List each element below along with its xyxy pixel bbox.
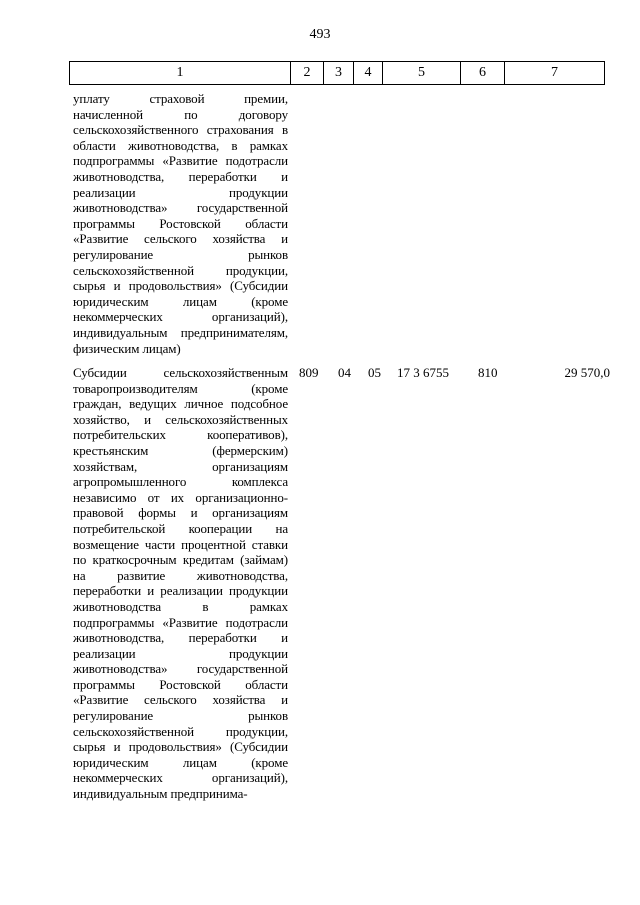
page-number: 493 bbox=[309, 27, 331, 42]
row-col-4: 05 bbox=[368, 365, 381, 380]
header-col-3: 3 bbox=[324, 62, 354, 85]
header-col-2: 2 bbox=[291, 62, 324, 85]
row-description: Субсидии сельскохозяйственным товаропроизводителям (кроме граждан, ведущих личное подсобное хозяйство, и сельскохозяйственных потребительских кооперативов), крестьянским (фермерским) хозяйствам, организациям агропромышленного комплекса независимо от их организационно-правовой формы и организациям потребительской кооперации на возмещение части процентной ставки по краткосрочным кредитам (займам) на развитие животноводства, переработки и реализации продукции животноводства в рамках подпрограммы «Развитие подотрасли животноводства, переработки и реализации продукции животноводства» государственной программы Ростовской области «Развитие сельского хозяйства и регулирование рынков сельскохозяйственной продукции, сырья и продовольствия» (Субсидии юридическим лицам (кроме некоммерческих организаций), индивидуальным предпринима- bbox=[73, 365, 288, 802]
row-col-6: 810 bbox=[478, 365, 498, 380]
row-col-3: 04 bbox=[338, 365, 351, 380]
header-col-6: 6 bbox=[461, 62, 505, 85]
row-description: уплату страховой премии, начисленной по договору сельскохозяйственного страхования в области животноводства, в рамках подпрограммы «Развитие подотрасли животноводства, переработки и реализации продукции животноводства» государственной программы Ростовской области «Развитие сельского хозяйства и регулирование рынков сельскохозяйственной продукции, сырья и продовольствия» (Субсидии юридическим лицам (кроме некоммерческих организаций), индивидуальным предпринимателям, физическим лицам) bbox=[73, 91, 288, 356]
row-col-2: 809 bbox=[299, 365, 319, 380]
row-col-7: 29 570,0 bbox=[564, 365, 610, 380]
header-col-1: 1 bbox=[70, 62, 291, 85]
column-number-header bbox=[69, 61, 605, 85]
header-col-7: 7 bbox=[505, 62, 605, 85]
header-col-4: 4 bbox=[354, 62, 383, 85]
header-col-5: 5 bbox=[383, 62, 461, 85]
row-col-5: 17 3 6755 bbox=[397, 365, 449, 380]
